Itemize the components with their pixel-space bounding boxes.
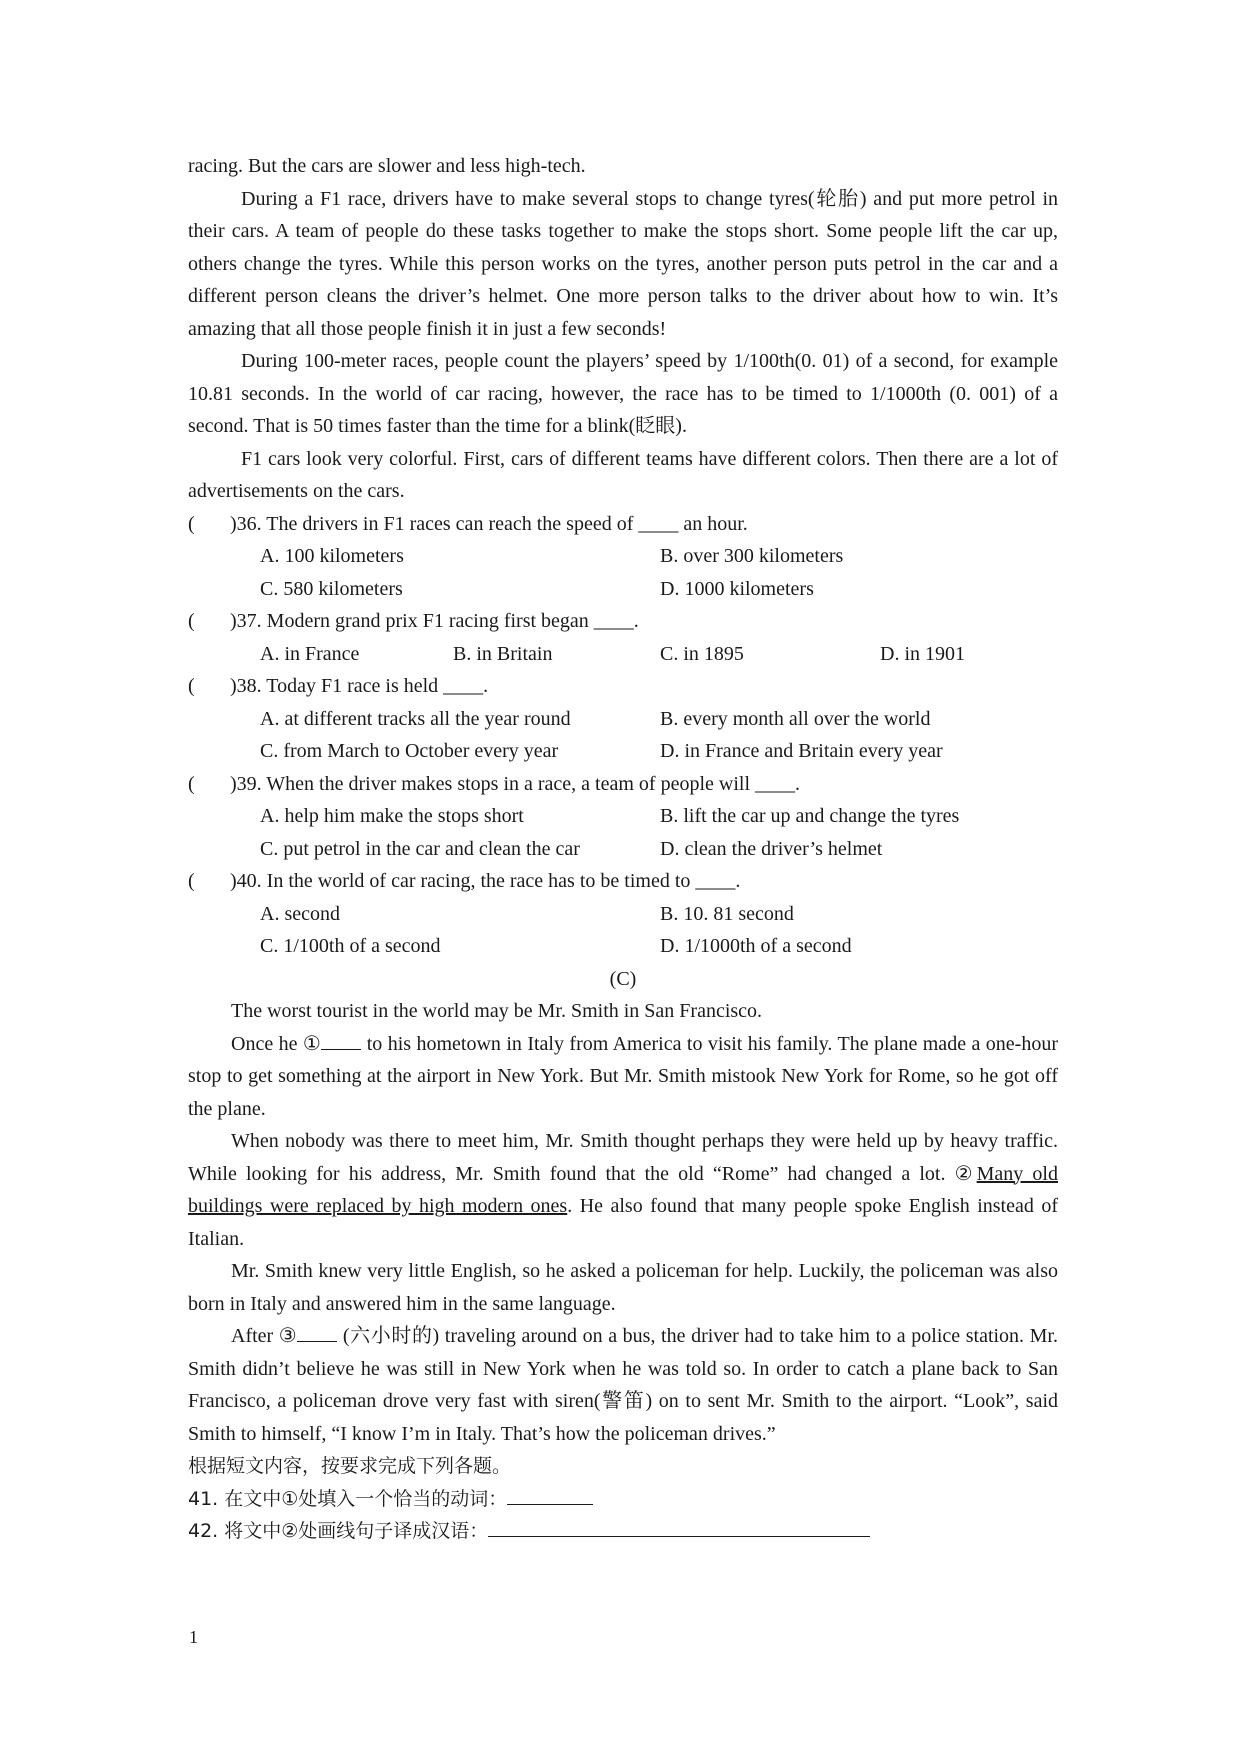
answer-line-41[interactable]: [507, 1484, 593, 1505]
options-row: [188, 833, 1058, 866]
passage-c-paragraph-1: The worst tourist in the world may be Mr. Smith in San Francisco.: [231, 1000, 763, 1022]
option-c: C. in 1895: [660, 642, 744, 665]
option-d: D. in 1901: [880, 642, 965, 665]
option-b: B. every month all over the world: [660, 707, 931, 730]
options-row: [188, 573, 1058, 606]
option-d: D. in France and Britain every year: [660, 740, 943, 762]
options-row: [188, 898, 1058, 931]
answer-paren[interactable]: (: [188, 610, 195, 632]
options-row: [188, 800, 1058, 833]
text-run: Once he ①: [231, 1032, 322, 1055]
task-42: [188, 1515, 1058, 1548]
text-run: to his hometown in Italy from America to visit his family. The plane made a one-hour stop to get something at the airport in New York. But Mr. Smith mistook New York for Rome, so he got off the plane.: [188, 1032, 1058, 1120]
page-number: 1: [189, 1627, 198, 1647]
option-c: C. put petrol in the car and clean the car: [260, 837, 580, 860]
task-41: [188, 1483, 1058, 1516]
question-stem: )38. Today F1 race is held ____.: [230, 675, 489, 697]
task-41-label: 41. 在文中①处填入一个恰当的动词：: [188, 1487, 508, 1510]
section-heading: (C): [609, 967, 637, 990]
question-stem: )39. When the driver makes stops in a race, a team of people will ____.: [230, 772, 801, 795]
passage-b-paragraph-0: racing. But the cars are slower and less high-tech.: [188, 155, 586, 177]
passage-c-paragraph-4: Mr. Smith knew very little English, so he asked a policeman for help. Luckily, the policeman was also born in Italy and answered him in the same language.: [188, 1260, 1058, 1315]
option-a: A. help him make the stops short: [260, 805, 524, 827]
option-c: C. 1/100th of a second: [260, 935, 441, 957]
answer-paren[interactable]: (: [188, 675, 195, 697]
document-page: [188, 150, 1058, 1548]
answer-paren[interactable]: (: [188, 512, 195, 535]
fill-blank-1[interactable]: [321, 1029, 361, 1050]
options-row: [188, 540, 1058, 573]
option-c: C. 580 kilometers: [260, 577, 403, 600]
options-row: [188, 703, 1058, 736]
question-stem: )40. In the world of car racing, the race has to be timed to ____.: [230, 870, 741, 892]
text-run: After ③: [231, 1325, 298, 1347]
option-b: B. in Britain: [453, 642, 553, 665]
passage-c-paragraph-2: [188, 1028, 1058, 1126]
question-39: [188, 768, 1058, 801]
passage-b-paragraph-3: F1 cars look very colorful. First, cars of different teams have different colors. Then there are a lot of advertisements on the cars.: [188, 447, 1058, 502]
passage-b-paragraph-1: During a F1 race, drivers have to make several stops to change tyres(轮胎) and put more petrol in their cars. A team of people do these tasks together to make the stops short. Some people lift the car up, others change the tyres. While this person works on the tyres, another person puts petrol in the car and a different person cleans the driver’s helmet. One more person talks to the driver about how to win. It’s amazing that all those people finish it in just a few seconds!: [188, 187, 1058, 340]
question-stem: )36. The drivers in F1 races can reach the speed of ____ an hour.: [230, 512, 748, 535]
question-40: [188, 865, 1058, 898]
option-d: D. 1/1000th of a second: [660, 935, 852, 957]
option-d: D. 1000 kilometers: [660, 577, 814, 600]
question-38: [188, 670, 1058, 703]
answer-paren[interactable]: (: [188, 870, 195, 892]
options-row: [188, 930, 1058, 963]
passage-c-paragraph-3: [188, 1125, 1058, 1255]
option-a: A. 100 kilometers: [260, 545, 404, 567]
underlined-sentence: Many old buildings were replaced by high modern ones: [188, 1162, 1058, 1217]
answer-paren[interactable]: (: [188, 772, 195, 795]
question-37: [188, 605, 1058, 638]
question-36: [188, 508, 1058, 541]
task-42-label: 42. 将文中②处画线句子译成汉语：: [188, 1520, 489, 1542]
question-stem: )37. Modern grand prix F1 racing first began ____.: [230, 610, 639, 632]
option-c: C. from March to October every year: [260, 740, 559, 762]
option-b: B. lift the car up and change the tyres: [660, 805, 960, 827]
option-b: B. 10. 81 second: [660, 902, 794, 925]
options-row: [188, 735, 1058, 768]
option-d: D. clean the driver’s helmet: [660, 837, 883, 860]
task-instruction: 根据短文内容，按要求完成下列各题。: [188, 1455, 512, 1477]
option-a: A. in France: [260, 642, 360, 665]
fill-blank-3[interactable]: [297, 1321, 337, 1342]
passage-c-paragraph-5: [188, 1320, 1058, 1450]
answer-line-42[interactable]: [488, 1516, 870, 1537]
option-a: A. second: [260, 902, 340, 925]
text-run: . He also found that many people spoke English instead of Italian.: [188, 1195, 1058, 1250]
passage-b-paragraph-2: During 100-meter races, people count the players’ speed by 1/100th(0. 01) of a second, for example 10.81 seconds. In the world of car racing, however, the race has to be timed to 1/1000th (0. 001) of a second. That is 50 times faster than the time for a blink(眨眼).: [188, 350, 1058, 437]
text-run: (六小时的) traveling around on a bus, the driver had to take him to a police station. Mr. Smith didn’t believe he was still in New York when he was told so. In order to catch a plane back to San Francisco, a policeman drove very fast with siren(警笛) on to sent Mr. Smith to the airport. “Look”, said Smith to himself, “I know I’m in Italy. That’s how the policeman drives.”: [188, 1325, 1058, 1445]
text-run: When nobody was there to meet him, Mr. Smith thought perhaps they were held up by heavy traffic. While looking for his address, Mr. Smith found that the old “Rome” had changed a lot. ②: [188, 1130, 1058, 1185]
option-a: A. at different tracks all the year round: [260, 707, 571, 730]
options-row: [188, 638, 1058, 671]
option-b: B. over 300 kilometers: [660, 545, 844, 567]
